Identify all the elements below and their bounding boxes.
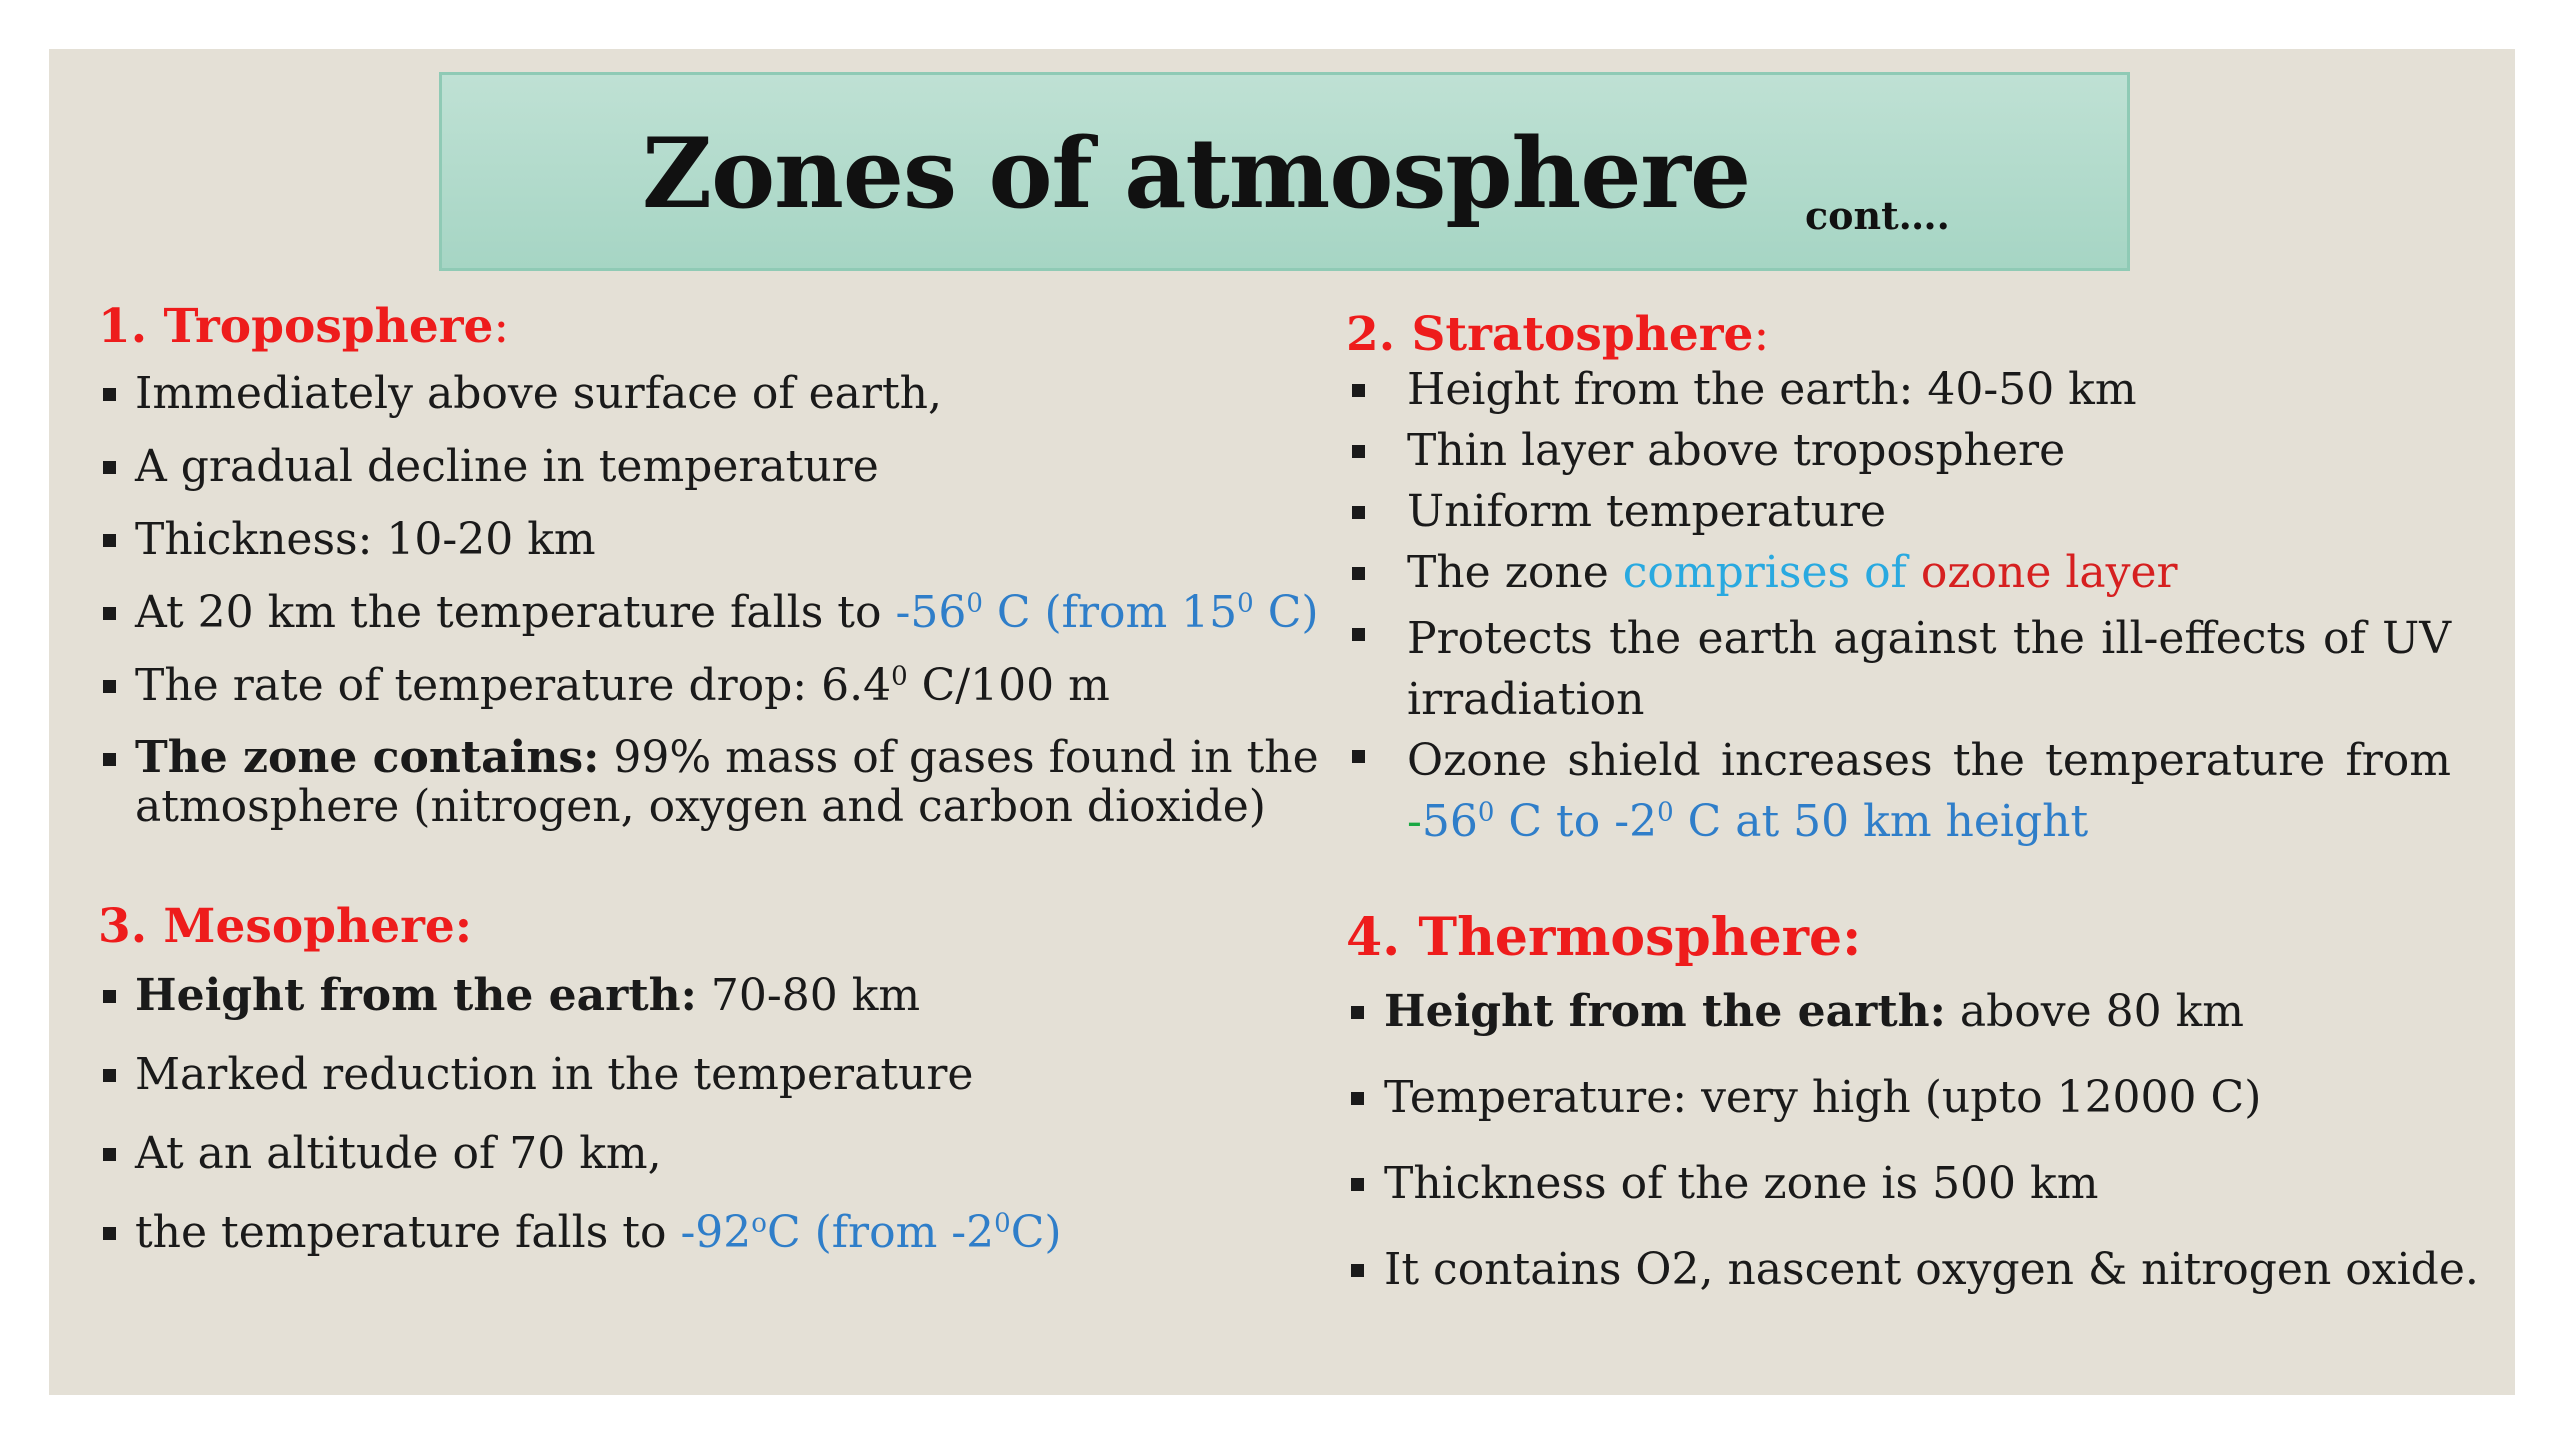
troposphere-name: Troposphere — [163, 299, 494, 354]
item-text: The rate of temperature drop: 6.4 — [135, 660, 892, 711]
list-item — [98, 1128, 1298, 1207]
value-part: C at 50 km height — [1673, 796, 2089, 847]
item-text: Marked reduction in the temperature — [135, 1049, 974, 1100]
degree-sup: 0 — [1237, 588, 1254, 619]
list-item — [1346, 547, 2451, 608]
stratosphere-colon: : — [1753, 307, 1770, 362]
mesophere-list — [98, 970, 1298, 1286]
bullet-icon — [103, 1227, 116, 1240]
temperature-value — [895, 587, 1318, 638]
mesophere-section — [98, 899, 1298, 1286]
list-item — [1346, 608, 2451, 730]
highlight-comprises: comprises of — [1622, 547, 1921, 598]
item-text: Thin layer above troposphere — [1407, 425, 2066, 476]
title-box — [439, 72, 2130, 271]
list-item — [98, 970, 1298, 1049]
list-item — [1346, 1158, 2486, 1244]
item-text: above 80 km — [1945, 986, 2245, 1037]
degree-sup: 0 — [966, 588, 983, 619]
slide-title: Zones of atmosphere — [642, 117, 1751, 230]
stratosphere-section — [1346, 307, 2451, 852]
list-item — [1346, 730, 2451, 852]
slide — [49, 49, 2515, 1395]
bullet-icon — [103, 1069, 116, 1082]
minus-sign: - — [1407, 796, 1422, 847]
bullet-icon — [1352, 628, 1365, 641]
value-part: C) — [1010, 1207, 1062, 1258]
bullet-icon — [1351, 1092, 1364, 1105]
item-text: A gradual decline in temperature — [135, 441, 879, 492]
list-item — [98, 660, 1338, 733]
value-part: C) — [1253, 587, 1319, 638]
item-text: Height from the earth: 40-50 km — [1407, 364, 2137, 415]
list-item — [1346, 986, 2486, 1072]
item-text: It contains O2, nascent oxygen & nitrogen oxide. — [1384, 1244, 2479, 1295]
temperature-value — [680, 1207, 1061, 1258]
item-text: C/100 m — [907, 660, 1110, 711]
bullet-icon — [103, 607, 116, 620]
item-bold-label: Height from the earth: — [1384, 986, 1946, 1037]
item-text: At an altitude of 70 km, — [135, 1128, 662, 1179]
value-part: C (from 15 — [982, 587, 1238, 638]
list-item — [1346, 364, 2451, 425]
bullet-icon — [103, 534, 116, 547]
item-bold-label: Height from the earth: — [135, 970, 697, 1021]
list-item — [98, 587, 1338, 660]
value-part: -56 — [895, 587, 967, 638]
item-text: Thickness of the zone is 500 km — [1384, 1158, 2099, 1209]
degree-sup: 0 — [994, 1208, 1011, 1239]
thermosphere-list — [1346, 986, 2486, 1330]
bullet-icon — [1352, 445, 1365, 458]
item-text: 70-80 km — [696, 970, 921, 1021]
bullet-icon — [1351, 1006, 1364, 1019]
temperature-value — [1422, 796, 2088, 847]
stratosphere-list — [1346, 364, 2451, 852]
value-part: -92 — [680, 1207, 752, 1258]
bullet-icon — [1352, 506, 1365, 519]
stratosphere-number: 2. — [1346, 307, 1396, 362]
item-text: Ozone shield increases the temperature from — [1407, 735, 2451, 786]
item-text: 99% mass of gases found in the atmosphere (nitrogen, oxygen and carbon dioxide) — [135, 732, 1319, 833]
item-text: Immediately above surface of earth, — [135, 368, 942, 419]
mesophere-heading: 3. Mesophere: — [98, 899, 473, 954]
continued-label: cont…. — [1805, 193, 1950, 238]
troposphere-colon: : — [493, 299, 510, 354]
bullet-icon — [1351, 1178, 1364, 1191]
highlight-ozone-layer: ozone layer — [1920, 547, 2178, 598]
troposphere-section — [98, 299, 1338, 832]
item-text: the temperature falls to — [135, 1207, 681, 1258]
list-item — [98, 733, 1338, 832]
degree-sup: o — [751, 1208, 767, 1239]
bullet-icon — [103, 461, 116, 474]
thermosphere-heading: 4. Thermosphere: — [1346, 907, 1862, 968]
list-item — [1346, 1072, 2486, 1158]
list-item — [98, 1049, 1298, 1128]
degree-sup: 0 — [1477, 797, 1495, 828]
list-item — [1346, 486, 2451, 547]
bullet-icon — [1352, 567, 1365, 580]
thermosphere-section — [1346, 907, 2486, 1330]
troposphere-heading — [98, 299, 1338, 354]
item-text: At 20 km the temperature falls to — [135, 587, 896, 638]
degree-sup: 0 — [1657, 797, 1674, 828]
list-item — [1346, 1244, 2486, 1330]
degree-sup: 0 — [891, 661, 908, 692]
value-part: C (from -2 — [766, 1207, 995, 1258]
list-item — [98, 1207, 1298, 1286]
list-item — [98, 514, 1338, 587]
stratosphere-heading — [1346, 307, 2451, 362]
value-part: C to -2 — [1494, 796, 1658, 847]
troposphere-number: 1. — [98, 299, 148, 354]
bullet-icon — [103, 1148, 116, 1161]
value-part: 56 — [1421, 796, 1478, 847]
bullet-icon — [1352, 750, 1365, 763]
list-item — [98, 441, 1338, 514]
list-item — [1346, 425, 2451, 486]
item-text: Thickness: 10-20 km — [135, 514, 596, 565]
list-item — [98, 368, 1338, 441]
item-text: Protects the earth against the ill-effects of UV irradiation — [1407, 613, 2451, 725]
bullet-icon — [1351, 1264, 1364, 1277]
bullet-icon — [103, 990, 116, 1003]
bullet-icon — [103, 680, 116, 693]
item-text: Temperature: very high (upto 12000 C) — [1384, 1072, 2262, 1123]
item-text: The zone — [1407, 547, 1623, 598]
bullet-icon — [103, 753, 116, 766]
item-bold-label: The zone contains: — [135, 732, 600, 783]
troposphere-list — [98, 368, 1338, 832]
bullet-icon — [1352, 384, 1365, 397]
bullet-icon — [103, 388, 116, 401]
item-text: Uniform temperature — [1407, 486, 1887, 537]
stratosphere-name: Stratosphere — [1411, 307, 1754, 362]
